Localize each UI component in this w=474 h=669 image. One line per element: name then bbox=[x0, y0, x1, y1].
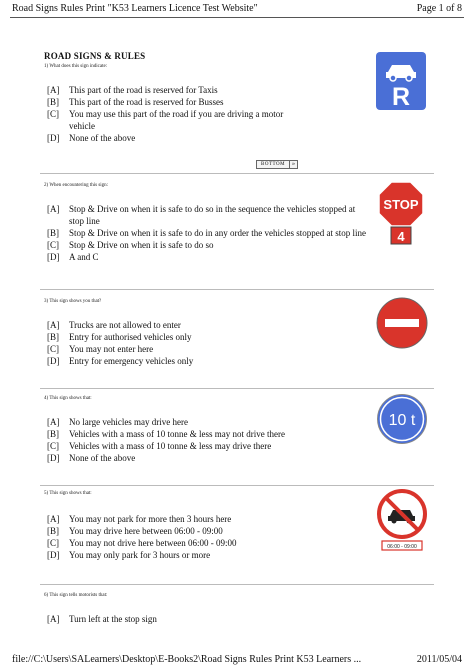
option-a[interactable] bbox=[47, 416, 347, 428]
option-c[interactable] bbox=[47, 239, 372, 251]
option-key: [D] bbox=[47, 133, 60, 143]
option-text: Turn left at the stop sign bbox=[69, 614, 157, 624]
option-key: [A] bbox=[47, 320, 60, 330]
option-b[interactable] bbox=[47, 227, 372, 239]
option-key: [D] bbox=[47, 550, 60, 560]
stop-sign bbox=[378, 181, 424, 245]
option-text: None of the above bbox=[69, 453, 136, 463]
print-date: 2011/05/04 bbox=[416, 654, 462, 665]
option-text: You may only park for 3 hours or more bbox=[69, 550, 211, 560]
option-b[interactable] bbox=[47, 331, 347, 343]
document-title: Road Signs Rules Print "K53 Learners Licence Test Website" bbox=[12, 3, 258, 14]
mass-limit-text: 10 t bbox=[388, 412, 416, 429]
divider bbox=[40, 485, 434, 486]
question-6-prompt: 6) This sign tells motorists that: bbox=[44, 593, 108, 598]
divider bbox=[40, 584, 434, 585]
question-4-options bbox=[47, 416, 347, 464]
divider bbox=[40, 388, 434, 389]
option-key: [C] bbox=[47, 109, 59, 119]
no-parking-sign bbox=[375, 488, 429, 552]
option-text: You may not drive here between 06:00 - 09:00 bbox=[69, 538, 237, 548]
option-text: A and C bbox=[69, 252, 99, 262]
option-d[interactable] bbox=[47, 452, 347, 464]
option-key: [C] bbox=[47, 344, 59, 354]
option-text: You may not enter here bbox=[69, 344, 154, 354]
page-number: Page 1 of 8 bbox=[416, 3, 462, 14]
option-text: You may drive here between 06:00 - 09:00 bbox=[69, 526, 223, 536]
option-key: [D] bbox=[47, 356, 60, 366]
mass-limit-sign bbox=[376, 393, 428, 445]
option-a[interactable] bbox=[47, 84, 292, 96]
option-text: This part of the road is reserved for Taxis bbox=[69, 85, 218, 95]
no-entry-sign bbox=[375, 296, 429, 350]
option-b[interactable] bbox=[47, 96, 292, 108]
reserved-taxi-sign bbox=[376, 52, 426, 110]
option-text: Stop & Drive on when it is safe to do so bbox=[69, 240, 214, 250]
option-text: Vehicles with a mass of 10 tonne & less may drive there bbox=[69, 441, 272, 451]
option-c[interactable] bbox=[47, 343, 347, 355]
option-text: This part of the road is reserved for Busses bbox=[69, 97, 224, 107]
option-d[interactable] bbox=[47, 355, 347, 367]
option-a[interactable] bbox=[47, 613, 347, 625]
option-key: [B] bbox=[47, 332, 59, 342]
option-key: [A] bbox=[47, 85, 60, 95]
question-5-options bbox=[47, 513, 347, 561]
question-2-prompt: 2) When encountering this sign: bbox=[44, 183, 109, 188]
option-a[interactable] bbox=[47, 513, 347, 525]
question-2-options bbox=[47, 203, 372, 263]
option-key: [B] bbox=[47, 429, 59, 439]
option-text: You may not park for more then 3 hours here bbox=[69, 514, 232, 524]
bottom-button[interactable] bbox=[256, 160, 298, 169]
option-b[interactable] bbox=[47, 428, 347, 440]
option-text: Vehicles with a mass of 10 tonne & less may not drive there bbox=[69, 429, 285, 439]
option-d[interactable] bbox=[47, 549, 347, 561]
option-a[interactable] bbox=[47, 203, 372, 227]
option-c[interactable] bbox=[47, 108, 292, 132]
option-c[interactable] bbox=[47, 537, 347, 549]
header-divider bbox=[10, 17, 464, 18]
option-key: [A] bbox=[47, 417, 60, 427]
option-key: [B] bbox=[47, 526, 59, 536]
divider bbox=[40, 289, 434, 290]
option-text: Stop & Drive on when it is safe to do in any order the vehicles stopped at stop line bbox=[69, 228, 366, 238]
stop-text: STOP bbox=[383, 197, 419, 212]
sign-letter: R bbox=[391, 83, 411, 110]
option-text: Stop & Drive on when it is safe to do so in the sequence the vehicles stopped at stop line bbox=[69, 204, 356, 226]
option-c[interactable] bbox=[47, 440, 347, 452]
option-key: [A] bbox=[47, 514, 60, 524]
option-key: [D] bbox=[47, 453, 60, 463]
option-key: [C] bbox=[47, 538, 59, 548]
bottom-button-label: BOTTOM bbox=[256, 160, 290, 169]
option-key: [B] bbox=[47, 97, 59, 107]
option-text: You may use this part of the road if you are driving a motor vehicle bbox=[69, 109, 284, 131]
option-text: Entry for authorised vehicles only bbox=[69, 332, 192, 342]
option-d[interactable] bbox=[47, 132, 292, 144]
question-1-options bbox=[47, 84, 292, 144]
question-3-options bbox=[47, 319, 347, 367]
option-key: [A] bbox=[47, 204, 60, 214]
stop-plate-text: 4 bbox=[397, 229, 405, 244]
option-key: [C] bbox=[47, 240, 59, 250]
question-4-prompt: 4) This sign shows that: bbox=[44, 396, 92, 401]
question-6-options bbox=[47, 613, 347, 625]
double-chevron-right-icon: » bbox=[290, 160, 298, 169]
option-key: [B] bbox=[47, 228, 59, 238]
option-key: [C] bbox=[47, 441, 59, 451]
question-5-prompt: 5) This sign shows that: bbox=[44, 491, 92, 496]
option-key: [A] bbox=[47, 614, 60, 624]
option-a[interactable] bbox=[47, 319, 347, 331]
option-b[interactable] bbox=[47, 525, 347, 537]
option-text: None of the above bbox=[69, 133, 136, 143]
option-text: No large vehicles may drive here bbox=[69, 417, 189, 427]
option-key: [D] bbox=[47, 252, 60, 262]
option-text: Entry for emergency vehicles only bbox=[69, 356, 194, 366]
question-1-prompt: 1) What does this sign indicate: bbox=[44, 64, 108, 69]
question-3-prompt: 3) This sign shows you that? bbox=[44, 299, 102, 304]
divider bbox=[40, 173, 434, 174]
page-heading: ROAD SIGNS & RULES bbox=[44, 51, 146, 61]
time-plate-text: 06:00 - 09:00 bbox=[387, 544, 417, 550]
option-text: Trucks are not allowed to enter bbox=[69, 320, 181, 330]
option-d[interactable] bbox=[47, 251, 372, 263]
file-path: file://C:\Users\SALearners\Desktop\E-Books2\Road Signs Rules Print K53 Learners ... bbox=[12, 654, 362, 665]
